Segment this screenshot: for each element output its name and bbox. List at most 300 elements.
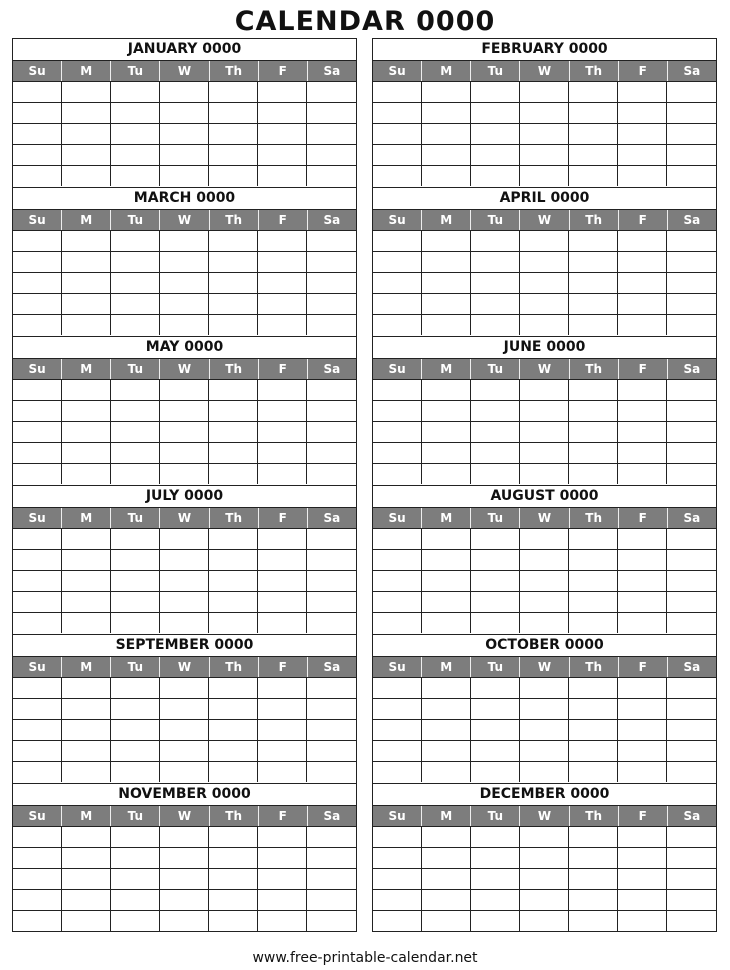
month-may	[12, 336, 357, 485]
day-cell	[618, 102, 667, 123]
day-cell	[307, 549, 356, 570]
month-title: MAY 0000	[13, 337, 356, 359]
day-cell	[618, 400, 667, 421]
day-cell	[471, 293, 520, 314]
day-cell	[569, 293, 618, 314]
day-cell	[667, 740, 716, 761]
day-cell	[569, 719, 618, 740]
day-cell	[258, 612, 307, 633]
day-cell	[569, 826, 618, 847]
day-cell	[569, 889, 618, 910]
day-cell	[209, 868, 258, 889]
weekday-sa: Sa	[683, 64, 701, 78]
day-cell	[520, 123, 569, 144]
weekday-sa: Sa	[323, 511, 341, 525]
day-cell	[13, 677, 62, 698]
weekday-th: Th	[570, 210, 619, 230]
day-grid	[13, 230, 356, 335]
day-cell	[307, 314, 356, 335]
day-cell	[13, 889, 62, 910]
day-cell	[422, 549, 471, 570]
day-cell	[209, 826, 258, 847]
day-cell	[258, 102, 307, 123]
day-cell	[618, 230, 667, 251]
weekday-su: Su	[13, 61, 62, 81]
day-grid	[13, 528, 356, 633]
day-cell	[520, 293, 569, 314]
day-cell	[307, 591, 356, 612]
day-cell	[111, 314, 160, 335]
day-cell	[520, 910, 569, 931]
day-grid	[373, 528, 716, 633]
weekday-w: W	[160, 210, 209, 230]
day-cell	[258, 740, 307, 761]
day-grid	[373, 230, 716, 335]
weekday-header	[13, 508, 356, 528]
day-cell	[422, 910, 471, 931]
weekday-tu: Tu	[111, 657, 160, 677]
weekday-header	[13, 61, 356, 81]
weekday-sa: Sa	[683, 809, 701, 823]
day-cell	[422, 123, 471, 144]
day-grid	[13, 81, 356, 186]
day-cell	[422, 868, 471, 889]
day-cell	[111, 102, 160, 123]
day-cell	[111, 442, 160, 463]
day-cell	[209, 910, 258, 931]
weekday-f: F	[619, 359, 668, 379]
day-cell	[667, 826, 716, 847]
day-cell	[667, 165, 716, 186]
day-cell	[160, 826, 209, 847]
day-cell	[62, 761, 111, 782]
weekday-header	[13, 359, 356, 379]
day-cell	[13, 847, 62, 868]
weekday-th: Th	[210, 806, 259, 826]
day-cell	[373, 719, 422, 740]
day-cell	[618, 442, 667, 463]
day-cell	[618, 549, 667, 570]
day-cell	[520, 889, 569, 910]
weekday-m: M	[422, 508, 471, 528]
day-cell	[520, 421, 569, 442]
day-cell	[307, 889, 356, 910]
day-cell	[520, 740, 569, 761]
day-cell	[667, 910, 716, 931]
day-cell	[471, 272, 520, 293]
weekday-w: W	[160, 508, 209, 528]
weekday-f: F	[619, 61, 668, 81]
weekday-w: W	[520, 61, 569, 81]
weekday-m: M	[62, 359, 111, 379]
day-cell	[258, 826, 307, 847]
weekday-th: Th	[570, 359, 619, 379]
month-july	[12, 485, 357, 634]
weekday-f: F	[259, 61, 308, 81]
weekday-th: Th	[570, 657, 619, 677]
day-cell	[520, 379, 569, 400]
day-cell	[160, 251, 209, 272]
day-cell	[13, 123, 62, 144]
day-cell	[307, 400, 356, 421]
day-cell	[62, 719, 111, 740]
day-cell	[307, 102, 356, 123]
day-cell	[62, 421, 111, 442]
day-cell	[209, 102, 258, 123]
day-grid	[373, 81, 716, 186]
weekday-tu: Tu	[111, 359, 160, 379]
day-cell	[471, 123, 520, 144]
day-cell	[471, 847, 520, 868]
day-cell	[160, 421, 209, 442]
day-cell	[520, 677, 569, 698]
day-cell	[471, 761, 520, 782]
day-cell	[373, 847, 422, 868]
day-cell	[307, 612, 356, 633]
day-cell	[520, 463, 569, 484]
day-cell	[520, 719, 569, 740]
weekday-header	[373, 806, 716, 826]
day-cell	[307, 677, 356, 698]
weekday-th: Th	[210, 657, 259, 677]
weekday-su: Su	[13, 210, 62, 230]
day-cell	[62, 612, 111, 633]
day-cell	[160, 612, 209, 633]
day-cell	[307, 910, 356, 931]
day-cell	[307, 379, 356, 400]
month-april	[372, 187, 717, 336]
day-cell	[160, 81, 209, 102]
day-cell	[160, 400, 209, 421]
day-cell	[13, 144, 62, 165]
day-cell	[618, 293, 667, 314]
day-cell	[520, 400, 569, 421]
day-cell	[111, 889, 160, 910]
day-cell	[471, 314, 520, 335]
day-cell	[373, 677, 422, 698]
day-cell	[569, 698, 618, 719]
month-title: JULY 0000	[13, 486, 356, 508]
day-cell	[471, 165, 520, 186]
day-cell	[62, 314, 111, 335]
day-cell	[667, 698, 716, 719]
day-cell	[373, 442, 422, 463]
day-cell	[62, 123, 111, 144]
day-cell	[307, 123, 356, 144]
day-cell	[520, 826, 569, 847]
month-june	[372, 336, 717, 485]
day-cell	[618, 719, 667, 740]
day-cell	[520, 102, 569, 123]
day-cell	[209, 251, 258, 272]
weekday-header	[13, 210, 356, 230]
day-cell	[569, 144, 618, 165]
weekday-f: F	[619, 657, 668, 677]
weekday-su: Su	[373, 806, 422, 826]
weekday-f: F	[619, 210, 668, 230]
day-cell	[62, 144, 111, 165]
weekday-th: Th	[210, 508, 259, 528]
day-cell	[373, 549, 422, 570]
month-title: AUGUST 0000	[373, 486, 716, 508]
day-cell	[13, 230, 62, 251]
day-cell	[209, 761, 258, 782]
day-cell	[160, 698, 209, 719]
day-cell	[471, 612, 520, 633]
day-cell	[13, 761, 62, 782]
day-cell	[667, 400, 716, 421]
day-cell	[422, 293, 471, 314]
day-cell	[307, 421, 356, 442]
month-january	[12, 38, 357, 187]
day-cell	[373, 293, 422, 314]
day-cell	[13, 314, 62, 335]
day-cell	[667, 591, 716, 612]
weekday-su: Su	[373, 657, 422, 677]
day-cell	[209, 144, 258, 165]
weekday-sa: Sa	[683, 660, 701, 674]
day-cell	[471, 698, 520, 719]
day-cell	[13, 293, 62, 314]
day-cell	[13, 81, 62, 102]
day-grid	[373, 826, 716, 931]
day-cell	[373, 910, 422, 931]
day-cell	[520, 165, 569, 186]
day-cell	[471, 910, 520, 931]
day-cell	[111, 826, 160, 847]
day-cell	[160, 144, 209, 165]
weekday-tu: Tu	[471, 508, 520, 528]
day-cell	[160, 528, 209, 549]
day-cell	[569, 612, 618, 633]
day-cell	[618, 165, 667, 186]
day-cell	[667, 102, 716, 123]
weekday-tu: Tu	[111, 61, 160, 81]
day-cell	[667, 230, 716, 251]
weekday-su: Su	[373, 359, 422, 379]
day-cell	[667, 847, 716, 868]
day-cell	[258, 549, 307, 570]
day-cell	[258, 528, 307, 549]
weekday-f: F	[259, 806, 308, 826]
day-cell	[258, 230, 307, 251]
day-cell	[569, 421, 618, 442]
weekday-header	[373, 210, 716, 230]
day-cell	[618, 826, 667, 847]
day-cell	[307, 442, 356, 463]
day-cell	[373, 144, 422, 165]
day-cell	[111, 272, 160, 293]
day-cell	[667, 251, 716, 272]
day-cell	[618, 272, 667, 293]
day-cell	[618, 528, 667, 549]
weekday-w: W	[160, 806, 209, 826]
day-cell	[307, 740, 356, 761]
day-cell	[618, 379, 667, 400]
day-cell	[471, 549, 520, 570]
day-cell	[618, 761, 667, 782]
day-cell	[13, 272, 62, 293]
day-cell	[160, 549, 209, 570]
day-cell	[307, 463, 356, 484]
day-cell	[62, 272, 111, 293]
weekday-w: W	[160, 359, 209, 379]
day-cell	[422, 144, 471, 165]
day-cell	[307, 698, 356, 719]
day-cell	[422, 570, 471, 591]
day-cell	[258, 251, 307, 272]
day-cell	[569, 868, 618, 889]
day-cell	[62, 591, 111, 612]
day-cell	[667, 144, 716, 165]
day-cell	[62, 165, 111, 186]
day-cell	[62, 251, 111, 272]
day-cell	[471, 719, 520, 740]
day-cell	[111, 847, 160, 868]
day-cell	[111, 570, 160, 591]
day-cell	[422, 698, 471, 719]
weekday-w: W	[520, 657, 569, 677]
day-cell	[258, 272, 307, 293]
day-cell	[471, 379, 520, 400]
day-cell	[520, 442, 569, 463]
day-cell	[111, 400, 160, 421]
day-cell	[307, 165, 356, 186]
weekday-f: F	[619, 806, 668, 826]
day-cell	[667, 314, 716, 335]
day-cell	[520, 761, 569, 782]
day-cell	[160, 165, 209, 186]
day-cell	[618, 314, 667, 335]
day-cell	[160, 761, 209, 782]
day-cell	[160, 463, 209, 484]
day-cell	[471, 528, 520, 549]
day-cell	[209, 889, 258, 910]
day-cell	[13, 740, 62, 761]
day-cell	[111, 123, 160, 144]
day-cell	[209, 719, 258, 740]
day-cell	[111, 81, 160, 102]
day-cell	[111, 421, 160, 442]
day-cell	[667, 719, 716, 740]
day-cell	[422, 761, 471, 782]
day-cell	[569, 740, 618, 761]
day-cell	[373, 826, 422, 847]
day-cell	[520, 591, 569, 612]
day-cell	[471, 889, 520, 910]
day-cell	[13, 910, 62, 931]
day-cell	[111, 528, 160, 549]
day-cell	[13, 549, 62, 570]
month-title: SEPTEMBER 0000	[13, 635, 356, 657]
day-cell	[618, 740, 667, 761]
weekday-sa: Sa	[683, 213, 701, 227]
weekday-f: F	[259, 210, 308, 230]
weekday-th: Th	[210, 210, 259, 230]
month-title: NOVEMBER 0000	[13, 784, 356, 806]
day-cell	[618, 612, 667, 633]
day-cell	[209, 314, 258, 335]
day-cell	[258, 165, 307, 186]
day-cell	[569, 314, 618, 335]
weekday-header	[373, 657, 716, 677]
day-cell	[569, 570, 618, 591]
month-title: MARCH 0000	[13, 188, 356, 210]
day-cell	[618, 847, 667, 868]
day-cell	[209, 591, 258, 612]
weekday-su: Su	[13, 359, 62, 379]
day-cell	[111, 251, 160, 272]
day-cell	[520, 272, 569, 293]
day-cell	[209, 272, 258, 293]
day-cell	[160, 102, 209, 123]
day-cell	[618, 144, 667, 165]
day-cell	[160, 719, 209, 740]
day-cell	[373, 528, 422, 549]
day-cell	[373, 81, 422, 102]
day-cell	[307, 81, 356, 102]
day-cell	[520, 847, 569, 868]
weekday-th: Th	[570, 61, 619, 81]
day-cell	[569, 549, 618, 570]
day-cell	[160, 591, 209, 612]
day-cell	[258, 910, 307, 931]
weekday-m: M	[422, 61, 471, 81]
weekday-tu: Tu	[111, 210, 160, 230]
day-cell	[520, 144, 569, 165]
day-cell	[618, 698, 667, 719]
day-cell	[569, 165, 618, 186]
day-cell	[111, 293, 160, 314]
day-cell	[62, 868, 111, 889]
day-cell	[111, 910, 160, 931]
day-cell	[62, 463, 111, 484]
day-cell	[667, 761, 716, 782]
day-cell	[307, 230, 356, 251]
day-cell	[209, 740, 258, 761]
day-cell	[373, 570, 422, 591]
day-cell	[258, 868, 307, 889]
day-cell	[471, 442, 520, 463]
day-cell	[471, 81, 520, 102]
day-cell	[618, 251, 667, 272]
day-cell	[258, 421, 307, 442]
month-march	[12, 187, 357, 336]
day-cell	[471, 463, 520, 484]
day-cell	[667, 272, 716, 293]
day-cell	[422, 463, 471, 484]
day-cell	[62, 379, 111, 400]
day-cell	[471, 591, 520, 612]
day-cell	[209, 463, 258, 484]
weekday-su: Su	[373, 508, 422, 528]
left-column	[12, 38, 357, 932]
day-cell	[111, 230, 160, 251]
month-december	[372, 783, 717, 932]
day-cell	[62, 677, 111, 698]
weekday-f: F	[259, 359, 308, 379]
day-cell	[471, 677, 520, 698]
day-cell	[111, 719, 160, 740]
day-cell	[422, 826, 471, 847]
weekday-tu: Tu	[111, 508, 160, 528]
day-cell	[373, 868, 422, 889]
weekday-f: F	[259, 508, 308, 528]
day-cell	[13, 528, 62, 549]
day-cell	[569, 847, 618, 868]
day-cell	[13, 421, 62, 442]
weekday-sa: Sa	[323, 64, 341, 78]
